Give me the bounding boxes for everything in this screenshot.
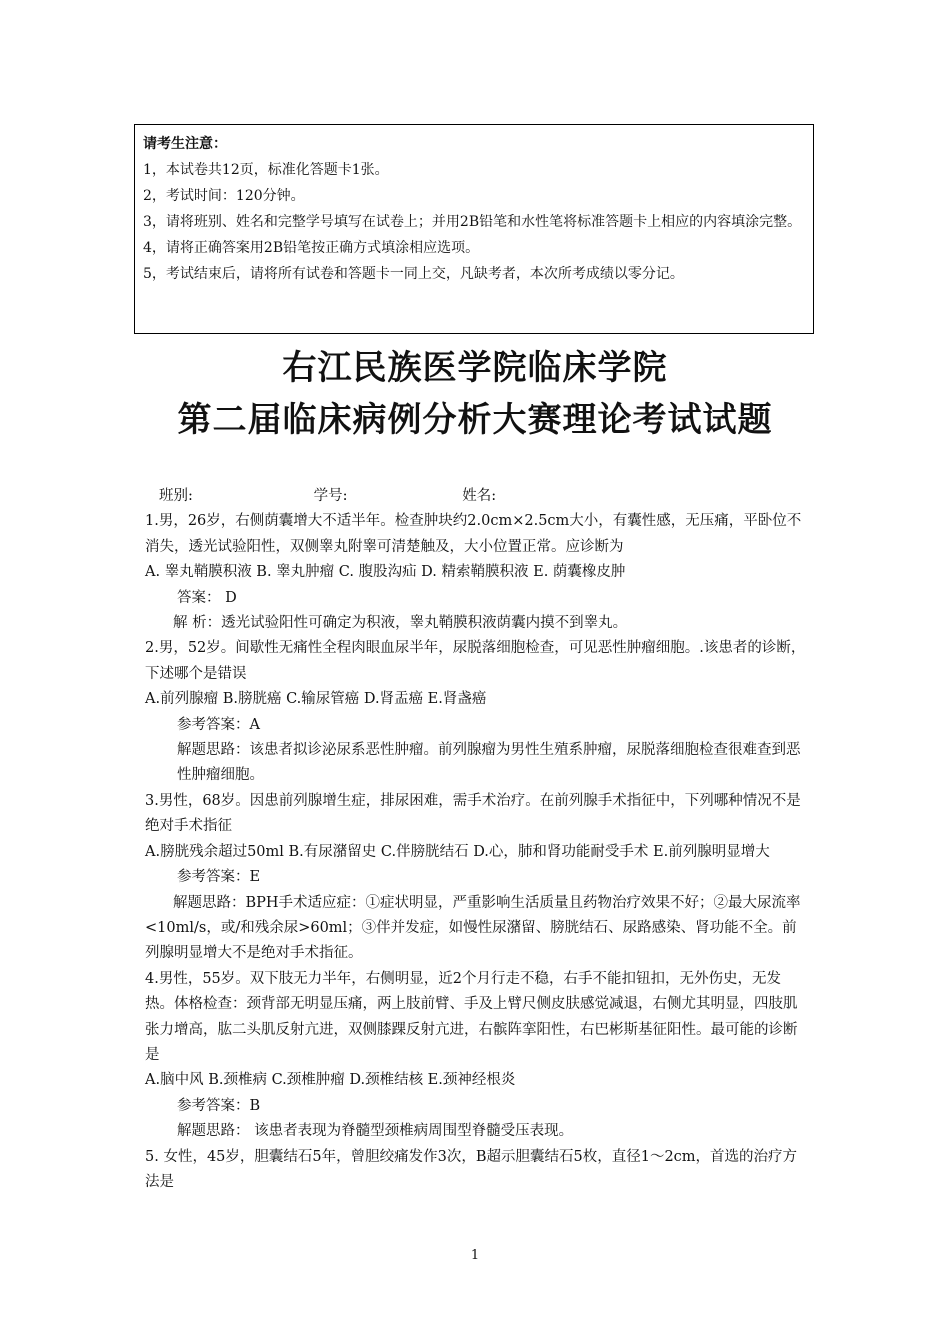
notice-item: 1，本试卷共12页，标准化答题卡1张。 [143, 162, 389, 178]
student-info-line [145, 484, 809, 509]
exam-title-line2: 第二届临床病例分析大赛理论考试试题 [177, 400, 773, 440]
question-options: A. 睾丸鞘膜积液 B. 睾丸肿瘤 C. 腹股沟疝 D. 精索鞘膜积液 E. 荫囊橡皮肿 [145, 564, 626, 581]
question-analysis: 解题思路： 该患者表现为脊髓型颈椎病周围型脊髓受压表现。 [177, 1123, 574, 1140]
question-options: A.膀胱残余超过50ml B.有尿潴留史 C.伴膀胱结石 D.心，肺和肾功能耐受手术 E.前列腺明显增大 [145, 843, 770, 860]
notice-title: 请考生注意： [143, 136, 227, 152]
exam-body [145, 484, 809, 1195]
question-stem: 4.男性，55岁。双下肢无力半年，右侧明显，近2个月行走不稳，右手不能扣钮扣，无外伤史，无发热。体格检查：颈背部无明显压痛，两上肢前臂、手及上臂尺侧皮肤感觉减退，右侧尤其明显，四肢肌张力增高，肱二头肌反射亢进，双侧膝踝反射亢进，右髌阵挛阳性，右巴彬斯基征阳性。最可能的诊断是 [145, 970, 798, 1063]
question-analysis: 解题思路：该患者拟诊泌尿系恶性肿瘤。前列腺瘤为男性生殖系肿瘤，尿脱落细胞检查很难查到恶性肿瘤细胞。 [177, 742, 801, 784]
exam-title-line1: 右江民族医学院临床学院 [282, 348, 668, 388]
question-answer: 参考答案：A [177, 716, 260, 733]
question-analysis: 解 析：透光试验阳性可确定为积液，睾丸鞘膜积液荫囊内摸不到睾丸。 [173, 615, 628, 632]
question-analysis: 解题思路：BPH手术适应症：①症状明显，严重影响生活质量且药物治疗效果不好；②最大尿流率<10ml/s，或/和残余尿>60ml；③伴并发症，如慢性尿潴留、膀胱结石、尿路感染、肾功能不全。前列腺明显增大不是绝对手术指征。 [145, 894, 801, 962]
notice-item: 3，请将班别、姓名和完整学号填写在试卷上；并用2B铅笔和水性笔将标准答题卡上相应的内容填涂完整。 [143, 214, 802, 230]
question-options: A.脑中风 B.颈椎病 C.颈椎肿瘤 D.颈椎结核 E.颈神经根炎 [145, 1072, 516, 1089]
notice-item: 2，考试时间：120分钟。 [143, 188, 305, 204]
notice-item: 4，请将正确答案用2B铅笔按正确方式填涂相应选项。 [143, 240, 480, 256]
page-number: 1 [470, 1248, 480, 1263]
question-stem: 5. 女性，45岁，胆囊结石5年，曾胆绞痛发作3次，B超示胆囊结石5枚，直径1～2cm，首选的治疗方法是 [145, 1148, 798, 1190]
question-stem: 2.男，52岁。间歇性无痛性全程肉眼血尿半年，尿脱落细胞检查，可见恶性肿瘤细胞。.该患者的诊断，下述哪个是错误 [145, 640, 806, 682]
notice-item: 5，考试结束后，请将所有试卷和答题卡一同上交，凡缺考者，本次所考成绩以零分记。 [143, 266, 684, 282]
question-answer: 参考答案：E [177, 869, 261, 886]
question-answer: 答案： D [177, 589, 237, 606]
question-stem: 1.男，26岁，右侧荫囊增大不适半年。检查肿块约2.0cm×2.5cm大小，有囊性感，无压痛，平卧位不消失，透光试验阳性，双侧睾丸附睾可清楚触及，大小位置正常。应诊断为 [145, 513, 802, 555]
student-id-label: 学号: [313, 488, 348, 504]
question-options: A.前列腺瘤 B.膀胱癌 C.输尿管癌 D.肾盂癌 E.肾盏癌 [145, 691, 487, 708]
class-label: 班别: [159, 488, 193, 504]
question-stem: 3.男性，68岁。因患前列腺增生症，排尿困难，需手术治疗。在前列腺手术指征中，下列哪种情况不是绝对手术指征 [145, 792, 801, 835]
name-label: 姓名: [462, 488, 497, 504]
question-answer: 参考答案：B [177, 1097, 261, 1114]
notice-box [134, 124, 814, 334]
